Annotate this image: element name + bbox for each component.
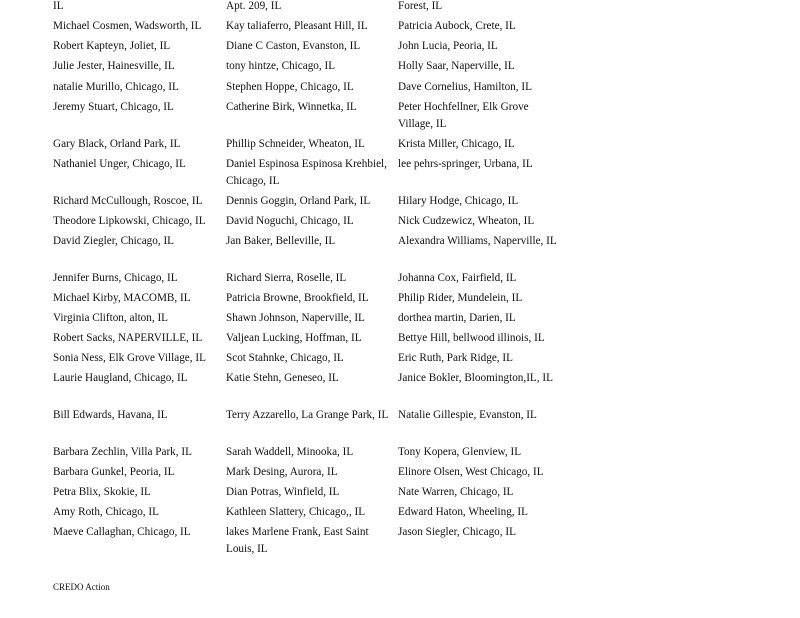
signer-entry: Robert Sacks, NAPERVILLE, IL [53, 332, 203, 344]
signer-entry: Krista Miller, Chicago, IL [398, 138, 515, 150]
signer-entry: Nick Cudzewicz, Wheaton, IL [398, 215, 535, 227]
signer-entry: Kay taliaferro, Pleasant Hill, IL [226, 20, 368, 32]
signer-entry: Dave Cornelius, Hamilton, IL [398, 81, 532, 93]
signer-entry: tony hintze, Chicago, IL [226, 60, 336, 72]
signer-entry: Valjean Lucking, Hoffman, IL [226, 332, 362, 344]
signer-entry: Jennifer Burns, Chicago, IL [53, 272, 178, 284]
signer-entry: Nate Warren, Chicago, IL [398, 486, 514, 498]
signer-entry: Scot Stahnke, Chicago, IL [226, 352, 344, 364]
signer-entry: John Lucia, Peoria, IL [398, 40, 498, 52]
signer-entry: Alexandra Williams, Naperville, IL [398, 235, 557, 247]
signer-entry: Bettye Hill, bellwood illinois, IL [398, 332, 545, 344]
signer-entry: Jason Siegler, Chicago, IL [398, 526, 516, 538]
signer-entry: Forest, IL [398, 0, 443, 12]
signer-entry: Peter Hochfellner, Elk Grove Village, IL [398, 101, 529, 130]
signer-entry: David Noguchi, Chicago, IL [226, 215, 354, 227]
signer-entry: Katie Stehn, Geneseo, IL [226, 372, 339, 384]
signer-entry: Bill Edwards, Havana, IL [53, 409, 168, 421]
signer-entry: lee pehrs-springer, Urbana, IL [398, 158, 533, 170]
signer-entry: Laurie Haugland, Chicago, IL [53, 372, 188, 384]
signer-entry: Stephen Hoppe, Chicago, IL [226, 81, 354, 93]
signer-entry: Maeve Callaghan, Chicago, IL [53, 526, 191, 538]
signer-entry: Dian Potras, Winfield, IL [226, 486, 340, 498]
signer-entry: Tony Kopera, Glenview, IL [398, 446, 522, 458]
signer-entry: Michael Cosmen, Wadsworth, IL [53, 20, 202, 32]
signer-entry: Phillip Schneider, Wheaton, IL [226, 138, 365, 150]
signer-entry: Terry Azzarello, La Grange Park, IL [226, 409, 389, 421]
signer-entry: Gary Black, Orland Park, IL [53, 138, 181, 150]
signer-entry: Patricia Browne, Brookfield, IL [226, 292, 369, 304]
signer-entry: Janice Bokler, Bloomington,IL, IL [398, 372, 553, 384]
signer-entry: Catherine Birk, Winnetka, IL [226, 101, 357, 113]
signer-entry: lakes Marlene Frank, East Saint Louis, IL [226, 526, 369, 555]
signer-entry: Patricia Aubock, Crete, IL [398, 20, 516, 32]
signer-entry: Holly Saar, Naperville, IL [398, 60, 515, 72]
signer-entry: IL [53, 0, 64, 12]
signer-entry: Shawn Johnson, Naperville, IL [226, 312, 365, 324]
signer-entry: Edward Haton, Wheeling, IL [398, 506, 528, 518]
signer-entry: natalie Murillo, Chicago, IL [53, 81, 179, 93]
signer-entry: Petra Blix, Skokie, IL [53, 486, 151, 498]
signer-entry: Dennis Goggin, Orland Park, IL [226, 195, 371, 207]
signer-entry: Barbara Gunkel, Peoria, IL [53, 466, 175, 478]
signer-entry: Elinore Olsen, West Chicago, IL [398, 466, 544, 478]
signer-entry: Philip Rider, Mundelein, IL [398, 292, 523, 304]
signer-entry: Mark Desing, Aurora, IL [226, 466, 338, 478]
signer-entry: Robert Kapteyn, Joliet, IL [53, 40, 171, 52]
signer-entry: Virginia Clifton, alton, IL [53, 312, 169, 324]
signer-entry: Barbara Zechlin, Villa Park, IL [53, 446, 192, 458]
page-footer: CREDO Action [53, 582, 110, 592]
signer-entry: Kathleen Slattery, Chicago,, IL [226, 506, 366, 518]
signer-entry: Apt. 209, IL [226, 0, 282, 12]
signer-entry: Michael Kirby, MACOMB, IL [53, 292, 191, 304]
signer-entry: Daniel Espinosa Espinosa Krehbiel, Chicago, IL [226, 158, 387, 187]
signer-entry: Johanna Cox, Fairfield, IL [398, 272, 517, 284]
signer-entry: dorthea martin, Darien, IL [398, 312, 516, 324]
signer-entry: Eric Ruth, Park Ridge, IL [398, 352, 513, 364]
signer-entry: Jeremy Stuart, Chicago, IL [53, 101, 174, 113]
signer-entry: Richard Sierra, Roselle, IL [226, 272, 347, 284]
signer-entry: Richard McCullough, Roscoe, IL [53, 195, 203, 207]
signer-entry: Amy Roth, Chicago, IL [53, 506, 159, 518]
signer-entry: Hilary Hodge, Chicago, IL [398, 195, 519, 207]
signer-entry: Sarah Waddell, Minooka, IL [226, 446, 354, 458]
signer-entry: Theodore Lipkowski, Chicago, IL [53, 215, 206, 227]
signer-entry: Sonia Ness, Elk Grove Village, IL [53, 352, 206, 364]
signer-entry: Diane C Caston, Evanston, IL [226, 40, 361, 52]
signer-entry: Natalie Gillespie, Evanston, IL [398, 409, 537, 421]
signer-entry: Julie Jester, Hainesville, IL [53, 60, 175, 72]
signer-entry: Jan Baker, Belleville, IL [226, 235, 336, 247]
signer-entry: David Ziegler, Chicago, IL [53, 235, 175, 247]
signer-entry: Nathaniel Unger, Chicago, IL [53, 158, 186, 170]
